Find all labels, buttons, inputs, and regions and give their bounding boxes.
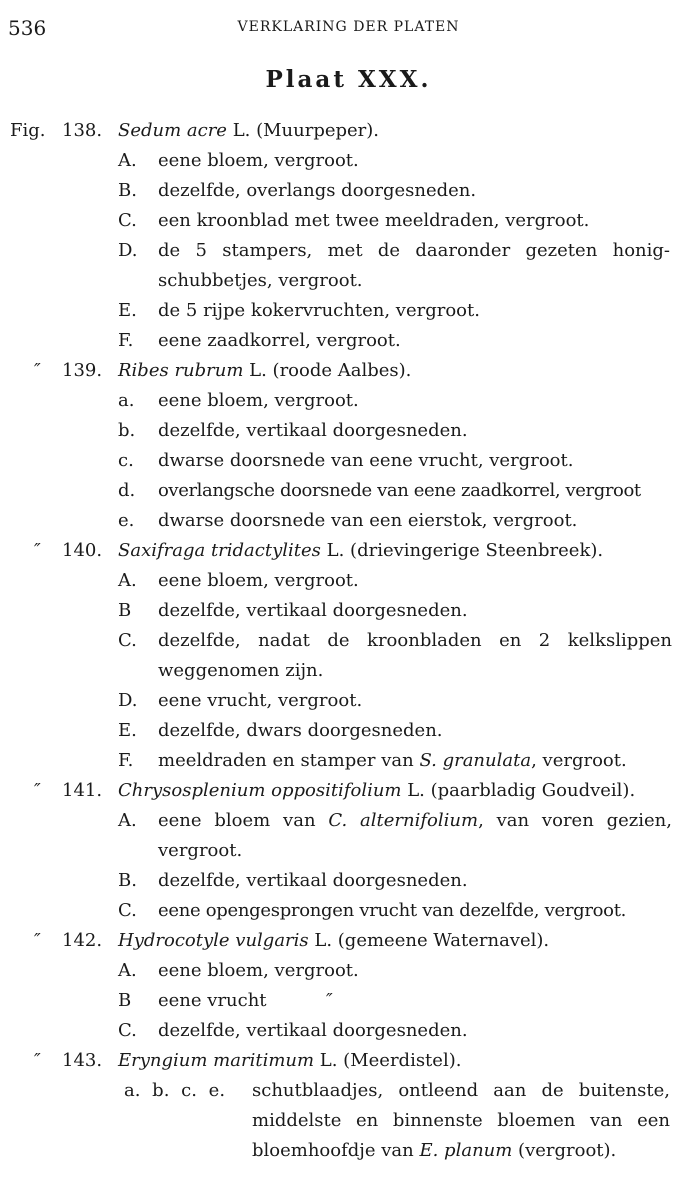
item-letter: B.: [118, 870, 137, 891]
species-name: Sedum acre: [118, 120, 227, 141]
species-common: L. (Muurpeper).: [226, 120, 380, 141]
list-item-continuation: [0, 1136, 697, 1166]
item-text: meeldraden en stamper van S. granulata, vergroot.: [158, 750, 627, 771]
ditto-mark: ″: [326, 990, 333, 1011]
list-item: [0, 896, 697, 926]
item-text-continuation: weggenomen zijn.: [158, 660, 324, 681]
species-reference: C. alternifolium: [328, 810, 479, 831]
item-text: eene bloem van C. alternifolium, van voren gezien,: [158, 810, 673, 831]
list-item: [0, 746, 697, 776]
figure-label: Fig.: [10, 120, 46, 141]
figure-heading: [0, 926, 697, 956]
item-letter: D.: [118, 690, 138, 711]
list-item: [0, 206, 697, 236]
figure-heading: [0, 1046, 697, 1076]
item-letter: A.: [118, 810, 137, 831]
item-letter: A.: [118, 570, 137, 591]
list-item: [0, 506, 697, 536]
item-letter: F.: [118, 330, 134, 351]
item-letter: C.: [118, 210, 137, 231]
item-text: dezelfde, vertikaal doorgesneden.: [158, 1020, 468, 1041]
item-text: de 5 stampers, met de daaronder gezeten honig-: [158, 240, 670, 261]
list-item: [0, 296, 697, 326]
species-line: [118, 356, 411, 386]
item-letter: A.: [118, 960, 137, 981]
item-letter: B: [118, 990, 132, 1011]
species-name: Chrysosplenium oppositifolium: [118, 780, 402, 801]
ditto-mark: ″: [34, 360, 41, 381]
figure-number: 142.: [62, 930, 103, 951]
figure-heading: [0, 116, 697, 146]
ditto-mark: ″: [34, 540, 41, 561]
item-text: eene bloem, vergroot.: [158, 390, 359, 411]
species-line: [118, 116, 379, 146]
item-text-continuation: vergroot.: [158, 840, 243, 861]
list-item: [0, 986, 697, 1016]
item-letter: c.: [118, 450, 134, 471]
species-name: Eryngium maritimum: [118, 1050, 315, 1071]
list-item: [0, 1016, 697, 1046]
item-letter: B: [118, 600, 132, 621]
list-item: [0, 686, 697, 716]
item-text: overlangsche doorsnede van eene zaadkorrel, vergroot: [158, 480, 641, 501]
item-letter: b.: [118, 420, 136, 441]
item-letter: d.: [118, 480, 136, 501]
species-common: L. (gemeene Waternavel).: [308, 930, 550, 951]
figure-heading: [0, 536, 697, 566]
item-text: de 5 rijpe kokervruchten, vergroot.: [158, 300, 480, 321]
running-head: VERKLARING DER PLATEN: [237, 19, 460, 35]
item-text: schutblaadjes, ontleend aan de buitenste,: [252, 1080, 670, 1101]
item-letter: F.: [118, 750, 134, 771]
list-item: [0, 236, 697, 266]
species-name: Hydrocotyle vulgaris: [118, 930, 309, 951]
list-item-continuation: [0, 656, 697, 686]
item-letter: E.: [118, 300, 137, 321]
figure-legend-list: [0, 116, 697, 1166]
list-item: [0, 566, 697, 596]
species-line: [118, 776, 635, 806]
figure-number: 140.: [62, 540, 103, 561]
species-common: L. (roode Aalbes).: [243, 360, 412, 381]
item-text: een kroonblad met twee meeldraden, vergroot.: [158, 210, 590, 231]
item-text: dezelfde, vertikaal doorgesneden.: [158, 420, 468, 441]
item-text-continuation: bloemhoofdje van E. planum (vergroot).: [252, 1140, 617, 1161]
item-text: dezelfde, overlangs doorgesneden.: [158, 180, 477, 201]
list-item: [0, 806, 697, 836]
item-letter: C.: [118, 630, 137, 651]
item-text: eene vrucht, vergroot.: [158, 690, 363, 711]
species-common: L. (drievingerige Steenbreek).: [320, 540, 604, 561]
list-item: [0, 596, 697, 626]
item-text: eene vrucht: [158, 990, 267, 1011]
ditto-mark: ″: [34, 780, 41, 801]
species-common: L. (paarbladig Goudveil).: [401, 780, 636, 801]
item-letter: B.: [118, 180, 137, 201]
species-common: L. (Meerdistel).: [314, 1050, 462, 1071]
item-letter: C.: [118, 900, 137, 921]
figure-heading: [0, 776, 697, 806]
list-item: [0, 716, 697, 746]
item-letter: D.: [118, 240, 138, 261]
list-item: [0, 176, 697, 206]
figure-number: 139.: [62, 360, 103, 381]
item-letters: a. b. c. e.: [124, 1080, 226, 1101]
list-item: [0, 416, 697, 446]
item-letter: C.: [118, 1020, 137, 1041]
species-name: Ribes rubrum: [118, 360, 244, 381]
item-text-continuation: schubbetjes, vergroot.: [158, 270, 363, 291]
plate-title: Plaat XXX.: [265, 66, 432, 93]
item-text: dezelfde, vertikaal doorgesneden.: [158, 870, 468, 891]
page-number: 536: [8, 16, 47, 40]
item-letter: e.: [118, 510, 135, 531]
list-item: [0, 146, 697, 176]
species-line: [118, 536, 603, 566]
species-line: [118, 1046, 461, 1076]
item-text: dezelfde, dwars doorgesneden.: [158, 720, 443, 741]
list-item-continuation: [0, 266, 697, 296]
item-text: eene opengesprongen vrucht van dezelfde, vergroot.: [158, 900, 627, 921]
item-letter: A.: [118, 150, 137, 171]
item-letter: a.: [118, 390, 135, 411]
list-item: [0, 476, 697, 506]
list-item: [0, 446, 697, 476]
list-item: [0, 326, 697, 356]
list-item: [0, 1076, 697, 1106]
item-text: dwarse doorsnede van een eierstok, vergroot.: [158, 510, 578, 531]
species-reference: S. granulata: [419, 750, 532, 771]
list-item-continuation: [0, 836, 697, 866]
species-name: Saxifraga tridactylites: [118, 540, 321, 561]
list-item: [0, 386, 697, 416]
list-item: [0, 956, 697, 986]
item-text: dwarse doorsnede van eene vrucht, vergroot.: [158, 450, 574, 471]
item-text: dezelfde, nadat de kroonbladen en 2 kelkslippen: [158, 630, 672, 651]
item-letter: E.: [118, 720, 137, 741]
list-item-continuation: [0, 1106, 697, 1136]
item-text: eene bloem, vergroot.: [158, 150, 359, 171]
species-reference: E. planum: [419, 1140, 513, 1161]
item-text-continuation: middelste en binnenste bloemen van een: [252, 1110, 670, 1131]
figure-number: 141.: [62, 780, 103, 801]
item-text: dezelfde, vertikaal doorgesneden.: [158, 600, 468, 621]
ditto-mark: ″: [34, 930, 41, 951]
figure-number: 138.: [62, 120, 103, 141]
item-text: eene bloem, vergroot.: [158, 960, 359, 981]
item-text: eene bloem, vergroot.: [158, 570, 359, 591]
list-item: [0, 866, 697, 896]
figure-heading: [0, 356, 697, 386]
figure-number: 143.: [62, 1050, 103, 1071]
ditto-mark: ″: [34, 1050, 41, 1071]
item-text: eene zaadkorrel, vergroot.: [158, 330, 401, 351]
list-item: [0, 626, 697, 656]
species-line: [118, 926, 549, 956]
